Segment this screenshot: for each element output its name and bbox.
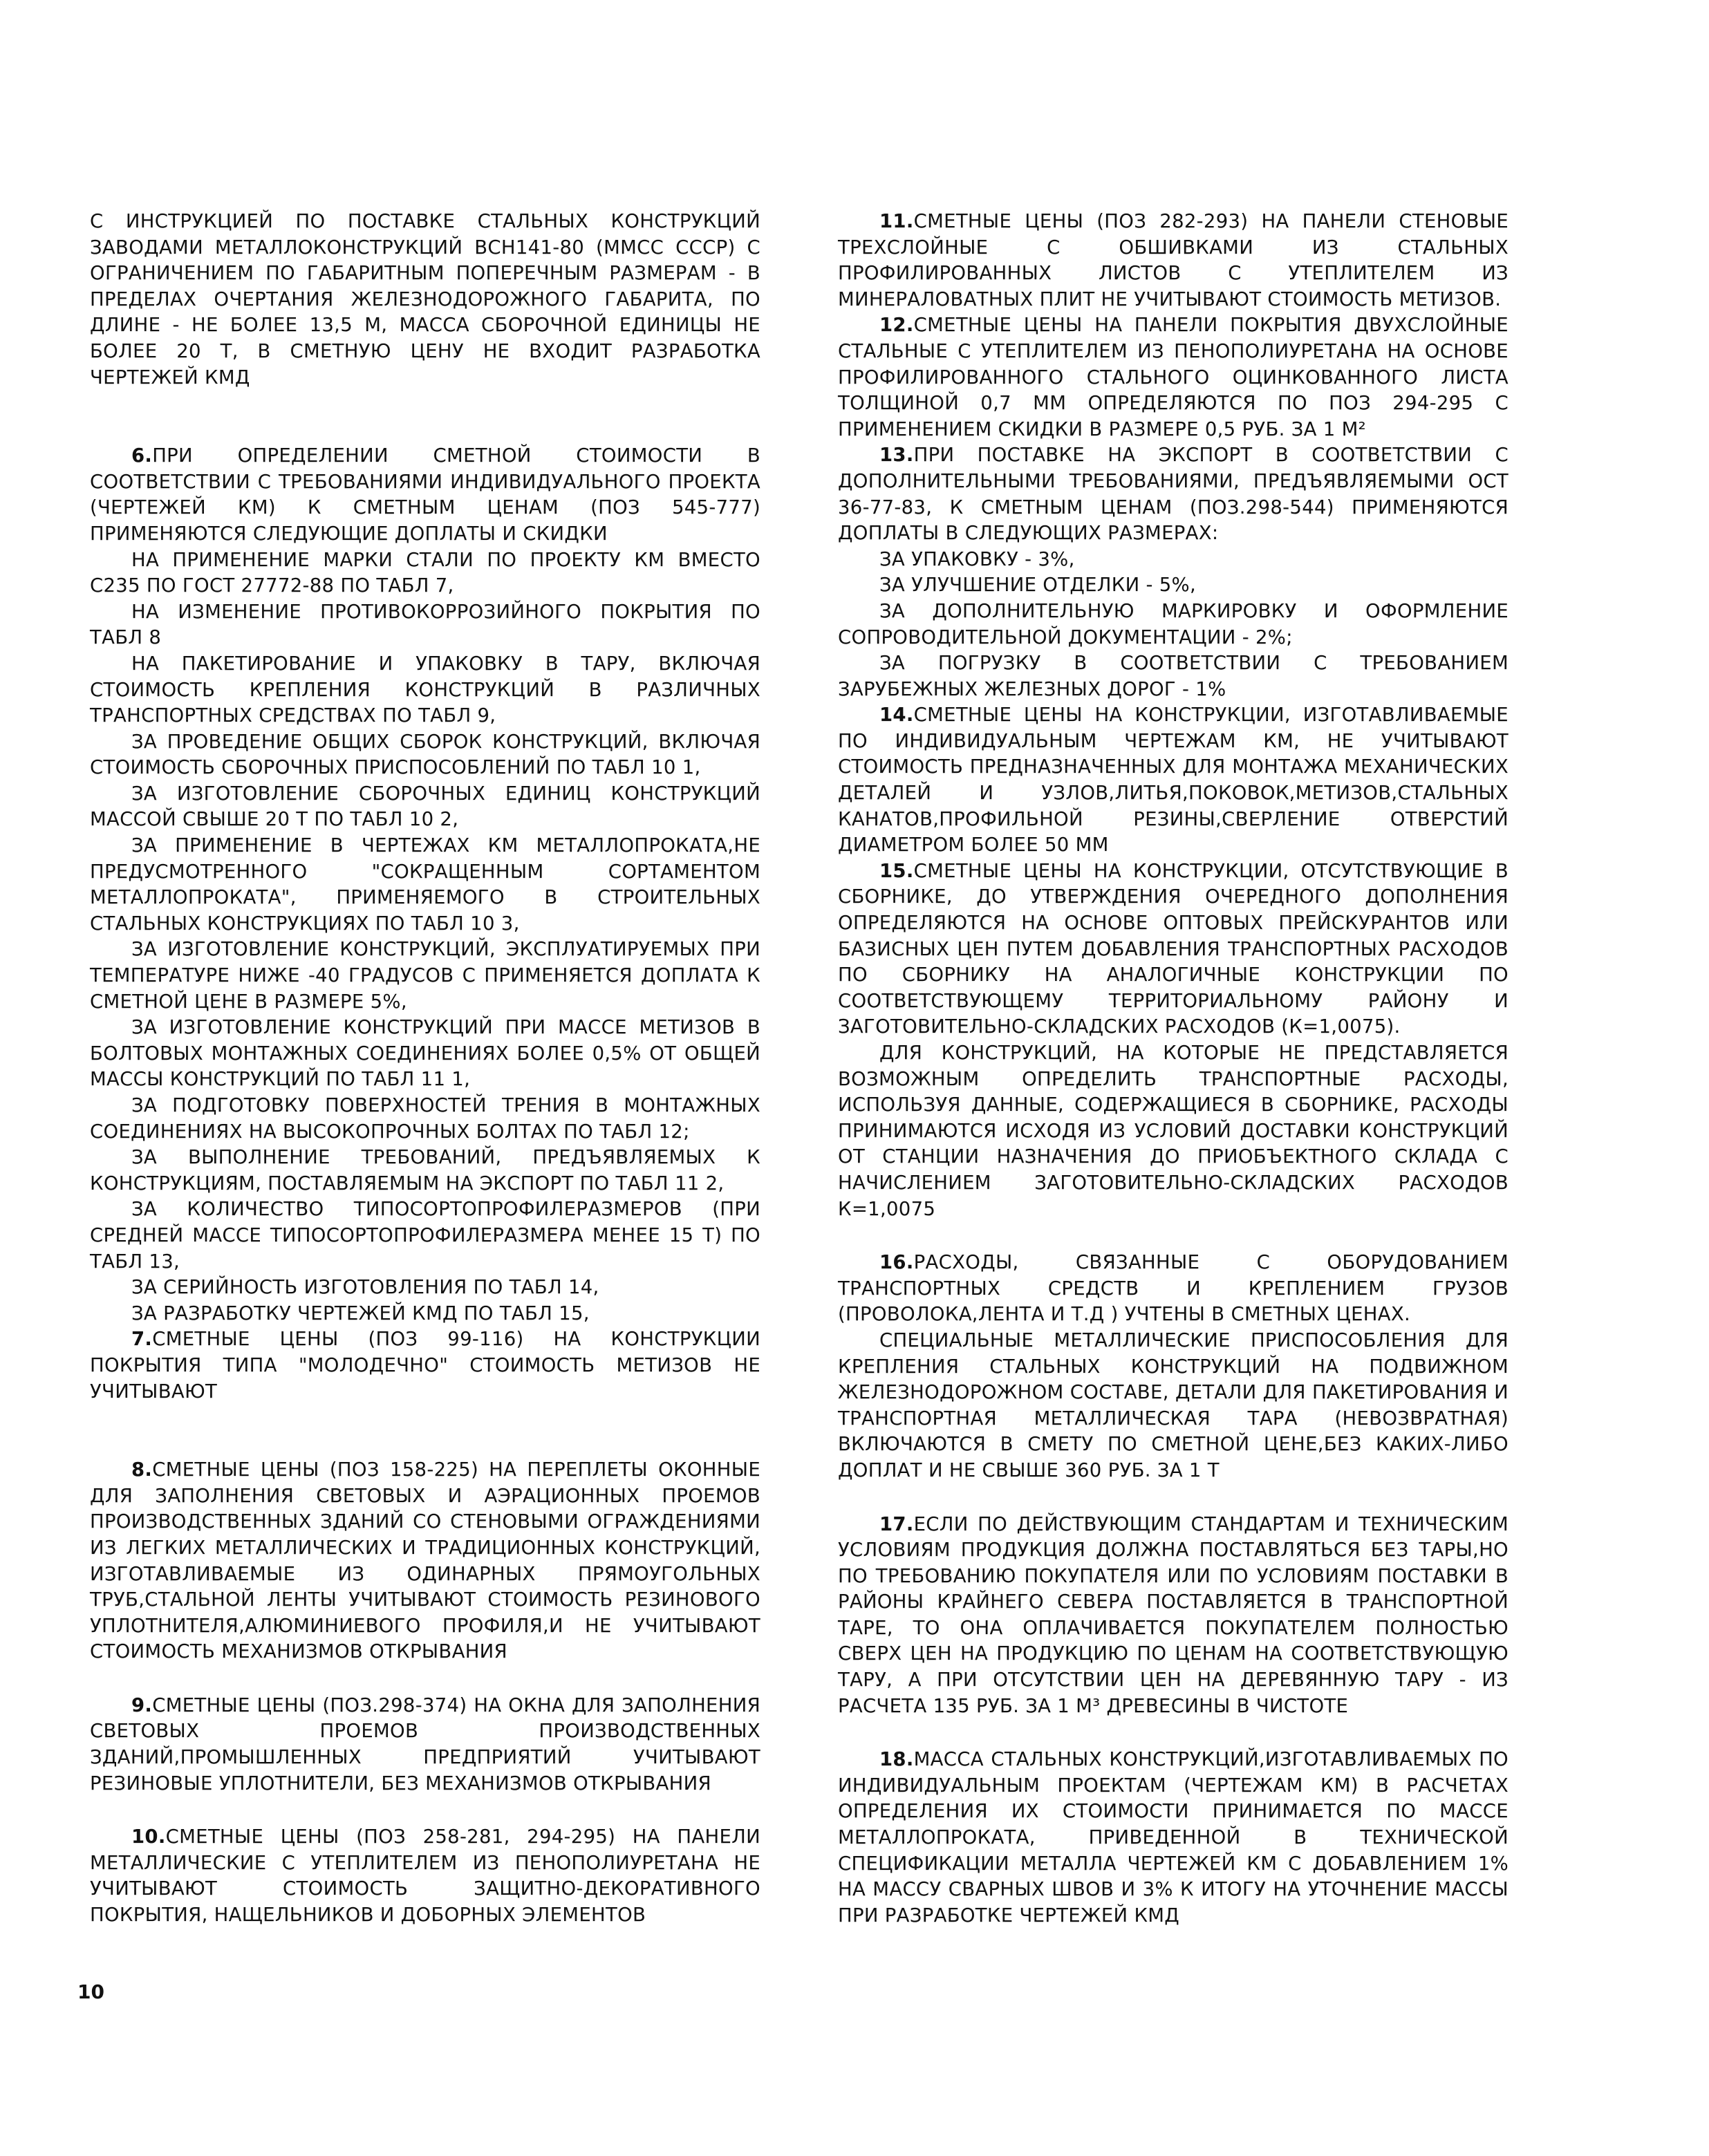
paragraph: ЗА ДОПОЛНИТЕЛЬНУЮ МАРКИРОВКУ И ОФОРМЛЕНИЕ СОПРОВОДИТЕЛЬНОЙ ДОКУМЕНТАЦИИ - 2%; (838, 599, 1509, 648)
item-number: 14. (879, 704, 914, 727)
item-number: 10. (131, 1826, 166, 1848)
paragraph-text: СМЕТНЫЕ ЦЕНЫ (ПОЗ 99-116) НА КОНСТРУКЦИИ ПОКРЫТИЯ ТИПА "МОЛОДЕЧНО" СТОИМОСТЬ МЕТИЗОВ НЕ УЧИТЫВАЮТ (90, 1328, 760, 1403)
item-number: 15. (879, 859, 914, 882)
paragraph: С ИНСТРУКЦИЕЙ ПО ПОСТАВКЕ СТАЛЬНЫХ КОНСТРУКЦИЙ ЗАВОДАМИ МЕТАЛЛОКОНСТРУКЦИЙ ВСН141-80 (ММСС СССР) С ОГРАНИЧЕНИЕМ ПО ГАБАРИТНЫМ ПОПЕРЕЧНЫМ РАЗМЕРАМ - В ПРЕДЕЛАХ ОЧЕРТАНИЯ ЖЕЛЕЗНОДОРОЖНОГО ГАБАРИТА, ПО ДЛИНЕ - НЕ БОЛЕЕ 13,5 М, МАССА СБОРОЧНОЙ ЕДИНИЦЫ НЕ БОЛЕЕ 20 Т, В СМЕТНУЮ ЦЕНУ НЕ ВХОДИТ РАЗРАБОТКА ЧЕРТЕЖЕЙ КМД (90, 210, 760, 388)
paragraph-10 (90, 1824, 760, 1928)
item-number: 7. (131, 1328, 153, 1351)
paragraph: ЗА КОЛИЧЕСТВО ТИПОСОРТОПРОФИЛЕРАЗМЕРОВ (ПРИ СРЕДНЕЙ МАССЕ ТИПОСОРТОПРОФИЛЕРАЗМЕРА МЕНЕЕ 15 Т) ПО ТАБЛ 13, (90, 1198, 760, 1273)
paragraph: ЗА УПАКОВКУ - 3%, (879, 547, 1075, 570)
paragraph-14 (838, 702, 1509, 859)
paragraph-7 (90, 1327, 760, 1405)
paragraph: ЗА ВЫПОЛНЕНИЕ ТРЕБОВАНИЙ, ПРЕДЪЯВЛЯЕМЫХ К КОНСТРУКЦИЯМ, ПОСТАВЛЯЕМЫМ НА ЭКСПОРТ ПО ТАБЛ 11 2, (90, 1146, 760, 1194)
page-number: 10 (77, 1980, 104, 2003)
paragraph-9 (90, 1693, 760, 1797)
paragraph: СПЕЦИАЛЬНЫЕ МЕТАЛЛИЧЕСКИЕ ПРИСПОСОБЛЕНИЯ ДЛЯ КРЕПЛЕНИЯ СТАЛЬНЫХ КОНСТРУКЦИЙ НА ПОДВИЖНОМ ЖЕЛЕЗНОДОРОЖНОМ СОСТАВЕ, ДЕТАЛИ ДЛЯ ПАКЕТИРОВАНИЯ И ТРАНСПОРТНАЯ МЕТАЛЛИЧЕСКАЯ ТАРА (НЕВОЗВРАТНАЯ) ВКЛЮЧАЮТСЯ В СМЕТУ ПО СМЕТНОЙ ЦЕНЕ,БЕЗ КАКИХ-ЛИБО ДОПЛАТ И НЕ СВЫШЕ 360 РУБ. ЗА 1 Т (838, 1329, 1509, 1481)
paragraph-text: СМЕТНЫЕ ЦЕНЫ (ПОЗ 158-225) НА ПЕРЕПЛЕТЫ ОКОННЫЕ ДЛЯ ЗАПОЛНЕНИЯ СВЕТОВЫХ И АЭРАЦИОННЫХ ПРОЕМОВ ПРОИЗВОДСТВЕННЫХ ЗДАНИЙ СО СТЕНОВЫМИ ОГРАЖДЕНИЯМИ ИЗ ЛЕГКИХ МЕТАЛЛИЧЕСКИХ И ТРАДИЦИОННЫХ КОНСТРУКЦИЙ, ИЗГОТАВЛИВАЕМЫЕ ИЗ ОДИНАРНЫХ ПРЯМОУГОЛЬНЫХ ТРУБ,СТАЛЬНОЙ ЛЕНТЫ УЧИТЫВАЮТ СТОИМОСТЬ РЕЗИНОВОГО УПЛОТНИТЕЛЯ,АЛЮМИНИЕВОГО ПРОФИЛЯ,И НЕ УЧИТЫВАЮТ СТОИМОСТЬ МЕХАНИЗМОВ ОТКРЫВАНИЯ (90, 1459, 760, 1663)
item-number: 12. (879, 314, 914, 337)
item-number: 9. (131, 1694, 153, 1716)
paragraph: НА ИЗМЕНЕНИЕ ПРОТИВОКОРРОЗИЙНОГО ПОКРЫТИЯ ПО ТАБЛ 8 (90, 600, 760, 649)
paragraph: ЗА РАЗРАБОТКУ ЧЕРТЕЖЕЙ КМД ПО ТАБЛ 15, (131, 1302, 590, 1324)
paragraph-text: ПРИ ПОСТАВКЕ НА ЭКСПОРТ В СООТВЕТСТВИИ С ДОПОЛНИТЕЛЬНЫМИ ТРЕБОВАНИЯМИ, ПРЕДЪЯВЛЯЕМЫМИ ОСТ 36-77-83, К СМЕТНЫМ ЦЕНАМ (ПОЗ.298-544) ПРИМЕНЯЮТСЯ ДОПЛАТЫ В СЛЕДУЮЩИХ РАЗМЕРАХ: (838, 444, 1509, 545)
paragraph-text: СМЕТНЫЕ ЦЕНЫ (ПОЗ 282-293) НА ПАНЕЛИ СТЕНОВЫЕ ТРЕХСЛОЙНЫЕ С ОБШИВКАМИ ИЗ СТАЛЬНЫХ ПРОФИЛИРОВАННЫХ ЛИСТОВ С УТЕПЛИТЕЛЕМ ИЗ МИНЕРАЛОВАТНЫХ ПЛИТ НЕ УЧИТЫВАЮТ СТОИМОСТЬ МЕТИЗОВ. (838, 210, 1509, 310)
paragraph-8 (90, 1457, 760, 1665)
item-number: 11. (879, 210, 914, 232)
paragraph-13 (838, 442, 1509, 546)
item-number: 17. (879, 1512, 914, 1535)
paragraph-17 (838, 1512, 1509, 1720)
item-number: 18. (879, 1748, 914, 1771)
paragraph: ЗА ПОДГОТОВКУ ПОВЕРХНОСТЕЙ ТРЕНИЯ В МОНТАЖНЫХ СОЕДИНЕНИЯХ НА ВЫСОКОПРОЧНЫХ БОЛТАХ ПО ТАБЛ 12; (90, 1094, 760, 1143)
paragraph-16 (838, 1250, 1509, 1328)
paragraph-text: СМЕТНЫЕ ЦЕНЫ НА КОНСТРУКЦИИ, ОТСУТСТВУЮЩИЕ В СБОРНИКЕ, ДО УТВЕРЖДЕНИЯ ОЧЕРЕДНОГО ДОПОЛНЕНИЯ ОПРЕДЕЛЯЮТСЯ НА ОСНОВЕ ОПТОВЫХ ПРЕЙСКУРАНТОВ ИЛИ БАЗИСНЫХ ЦЕН ПУТЕМ ДОБАВЛЕНИЯ ТРАНСПОРТНЫХ РАСХОДОВ ПО СБОРНИКУ НА АНАЛОГИЧНЫЕ КОНСТРУКЦИИ ПО СООТВЕТСТВУЮЩЕМУ ТЕРРИТОРИАЛЬНОМУ РАЙОНУ И ЗАГОТОВИТЕЛЬНО-СКЛАДСКИХ РАСХОДОВ (К=1,0075). (838, 859, 1509, 1038)
paragraph-12 (838, 312, 1509, 442)
paragraph-text: РАСХОДЫ, СВЯЗАННЫЕ С ОБОРУДОВАНИЕМ ТРАНСПОРТНЫХ СРЕДСТВ И КРЕПЛЕНИЕМ ГРУЗОВ (ПРОВОЛОКА,ЛЕНТА И Т.Д ) УЧТЕНЫ В СМЕТНЫХ ЦЕНАХ. (838, 1251, 1509, 1326)
item-number: 8. (131, 1459, 153, 1481)
paragraph-text: МАССА СТАЛЬНЫХ КОНСТРУКЦИЙ,ИЗГОТАВЛИВАЕМЫХ ПО ИНДИВИДУАЛЬНЫМ ПРОЕКТАМ (ЧЕРТЕЖАМ КМ) В РАСЧЕТАХ ОПРЕДЕЛЕНИЯ ИХ СТОИМОСТИ ПРИНИМАЕТСЯ ПО МАССЕ МЕТАЛЛОПРОКАТА, ПРИВЕДЕННОЙ В ТЕХНИЧЕСКОЙ СПЕЦИФИКАЦИИ МЕТАЛЛА ЧЕРТЕЖЕЙ КМ С ДОБАВЛЕНИЕМ 1% НА МАССУ СВАРНЫХ ШВОВ И 3% К ИТОГУ НА УТОЧНЕНИЕ МАССЫ ПРИ РАЗРАБОТКЕ ЧЕРТЕЖЕЙ КМД (838, 1748, 1509, 1927)
item-number: 13. (879, 444, 914, 467)
paragraph-text: ПРИ ОПРЕДЕЛЕНИИ СМЕТНОЙ СТОИМОСТИ В СООТВЕТСТВИИ С ТРЕБОВАНИЯМИ ИНДИВИДУАЛЬНОГО ПРОЕКТА (ЧЕРТЕЖЕЙ КМ) К СМЕТНЫМ ЦЕНАМ (ПОЗ 545-777) ПРИМЕНЯЮТСЯ СЛЕДУЮЩИЕ ДОПЛАТЫ И СКИДКИ (90, 444, 760, 545)
item-number: 16. (879, 1251, 914, 1274)
paragraph: НА ПАКЕТИРОВАНИЕ И УПАКОВКУ В ТАРУ, ВКЛЮЧАЯ СТОИМОСТЬ КРЕПЛЕНИЯ КОНСТРУКЦИЙ В РАЗЛИЧНЫХ ТРАНСПОРТНЫХ СРЕДСТВАХ ПО ТАБЛ 9, (90, 652, 760, 727)
paragraph-text: СМЕТНЫЕ ЦЕНЫ НА КОНСТРУКЦИИ, ИЗГОТАВЛИВАЕМЫЕ ПО ИНДИВИДУАЛЬНЫМ ЧЕРТЕЖАМ КМ, НЕ УЧИТЫВАЮТ СТОИМОСТЬ ПРЕДНАЗНАЧЕННЫХ ДЛЯ МОНТАЖА МЕХАНИЧЕСКИХ ДЕТАЛЕЙ И УЗЛОВ,ЛИТЬЯ,ПОКОВОК,МЕТИЗОВ,СТАЛЬНЫХ КАНАТОВ,ПРОФИЛЬНОЙ РЕЗИНЫ,СВЕРЛЕНИЕ ОТВЕРСТИЙ ДИАМЕТРОМ БОЛЕЕ 50 ММ (838, 704, 1509, 856)
paragraph-11 (838, 209, 1509, 312)
paragraph: ДЛЯ КОНСТРУКЦИЙ, НА КОТОРЫЕ НЕ ПРЕДСТАВЛЯЕТСЯ ВОЗМОЖНЫМ ОПРЕДЕЛИТЬ ТРАНСПОРТНЫЕ РАСХОДЫ, ИСПОЛЬЗУЯ ДАННЫЕ, СОДЕРЖАЩИЕСЯ В СБОРНИКЕ, РАСХОДЫ ПРИНИМАЮТСЯ ИСХОДЯ ИЗ УСЛОВИЙ ДОСТАВКИ КОНСТРУКЦИЙ ОТ СТАНЦИИ НАЗНАЧЕНИЯ ДО ПРИОБЪЕКТНОГО СКЛАДА С НАЧИСЛЕНИЕМ ЗАГОТОВИТЕЛЬНО-СКЛАДСКИХ РАСХОДОВ К=1,0075 (838, 1042, 1509, 1220)
paragraph: ЗА ИЗГОТОВЛЕНИЕ КОНСТРУКЦИЙ, ЭКСПЛУАТИРУЕМЫХ ПРИ ТЕМПЕРАТУРЕ НИЖЕ -40 ГРАДУСОВ С ПРИМЕНЯЕТСЯ ДОПЛАТА К СМЕТНОЙ ЦЕНЕ В РАЗМЕРЕ 5%, (90, 938, 760, 1013)
paragraph: ЗА ПОГРУЗКУ В СООТВЕТСТВИИ С ТРЕБОВАНИЕМ ЗАРУБЕЖНЫХ ЖЕЛЕЗНЫХ ДОРОГ - 1% (838, 652, 1509, 700)
paragraph: ЗА УЛУЧШЕНИЕ ОТДЕЛКИ - 5%, (879, 574, 1197, 597)
right-column (838, 209, 1509, 1929)
paragraph-text: СМЕТНЫЕ ЦЕНЫ (ПОЗ.298-374) НА ОКНА ДЛЯ ЗАПОЛНЕНИЯ СВЕТОВЫХ ПРОЕМОВ ПРОИЗВОДСТВЕННЫХ ЗДАНИЙ,ПРОМЫШЛЕННЫХ ПРЕДПРИЯТИЙ УЧИТЫВАЮТ РЕЗИНОВЫЕ УПЛОТНИТЕЛИ, БЕЗ МЕХАНИЗМОВ ОТКРЫВАНИЯ (90, 1694, 760, 1794)
paragraph: ЗА ИЗГОТОВЛЕНИЕ СБОРОЧНЫХ ЕДИНИЦ КОНСТРУКЦИЙ МАССОЙ СВЫШЕ 20 Т ПО ТАБЛ 10 2, (90, 782, 760, 831)
paragraph: ЗА ПРОВЕДЕНИЕ ОБЩИХ СБОРОК КОНСТРУКЦИЙ, ВКЛЮЧАЯ СТОИМОСТЬ СБОРОЧНЫХ ПРИСПОСОБЛЕНИЙ ПО ТАБЛ 10 1, (90, 730, 760, 779)
paragraph-text: ЕСЛИ ПО ДЕЙСТВУЮЩИМ СТАНДАРТАМ И ТЕХНИЧЕСКИМ УСЛОВИЯМ ПРОДУКЦИЯ ДОЛЖНА ПОСТАВЛЯТЬСЯ БЕЗ ТАРЫ,НО ПО ТРЕБОВАНИЮ ПОКУПАТЕЛЯ ИЛИ ПО УСЛОВИЯМ ПОСТАВКИ В РАЙОНЫ КРАЙНЕГО СЕВЕРА ПОСТАВЛЯЕТСЯ В ТРАНСПОРТНОЙ ТАРЕ, ТО ОНА ОПЛАЧИВАЕТСЯ ПОКУПАТЕЛЕМ ПОЛНОСТЬЮ СВЕРХ ЦЕН НА ПРОДУКЦИЮ ПО ЦЕНАМ НА СООТВЕТСТВУЮЩУЮ ТАРУ, А ПРИ ОТСУТСТВИИ ЦЕН НА ДЕРЕВЯННУЮ ТАРУ - ИЗ РАСЧЕТА 135 РУБ. ЗА 1 М³ ДРЕВЕСИНЫ В ЧИСТОТЕ (838, 1512, 1509, 1717)
paragraph-text: СМЕТНЫЕ ЦЕНЫ (ПОЗ 258-281, 294-295) НА ПАНЕЛИ МЕТАЛЛИЧЕСКИЕ С УТЕПЛИТЕЛЕМ ИЗ ПЕНОПОЛИУРЕТАНА НЕ УЧИТЫВАЮТ СТОИМОСТЬ ЗАЩИТНО-ДЕКОРАТИВНОГО ПОКРЫТИЯ, НАЩЕЛЬНИКОВ И ДОБОРНЫХ ЭЛЕМЕНТОВ (90, 1826, 760, 1927)
item-number: 6. (131, 444, 153, 467)
paragraph-text: СМЕТНЫЕ ЦЕНЫ НА ПАНЕЛИ ПОКРЫТИЯ ДВУХСЛОЙНЫЕ СТАЛЬНЫЕ С УТЕПЛИТЕЛЕМ ИЗ ПЕНОПОЛИУРЕТАНА НА ОСНОВЕ ПРОФИЛИРОВАННОГО СТАЛЬНОГО ОЦИНКОВАННОГО ЛИСТА ТОЛЩИНОЙ 0,7 ММ ОПРЕДЕЛЯЮТСЯ ПО ПОЗ 294-295 С ПРИМЕНЕНИЕМ СКИДКИ В РАЗМЕРЕ 0,5 РУБ. ЗА 1 М² (838, 314, 1509, 440)
paragraph: НА ПРИМЕНЕНИЕ МАРКИ СТАЛИ ПО ПРОЕКТУ КМ ВМЕСТО С235 ПО ГОСТ 27772-88 ПО ТАБЛ 7, (90, 548, 760, 597)
paragraph-18 (838, 1747, 1509, 1929)
paragraph-15 (838, 859, 1509, 1040)
paragraph: ЗА СЕРИЙНОСТЬ ИЗГОТОВЛЕНИЯ ПО ТАБЛ 14, (131, 1276, 599, 1299)
paragraph: ЗА ПРИМЕНЕНИЕ В ЧЕРТЕЖАХ КМ МЕТАЛЛОПРОКАТА,НЕ ПРЕДУСМОТРЕННОГО "СОКРАЩЕННЫМ СОРТАМЕНТОМ МЕТАЛЛОПРОКАТА", ПРИМЕНЯЕМОГО В СТРОИТЕЛЬНЫХ СТАЛЬНЫХ КОНСТРУКЦИЯХ ПО ТАБЛ 10 3, (90, 834, 760, 935)
paragraph-6 (90, 443, 760, 547)
paragraph: ЗА ИЗГОТОВЛЕНИЕ КОНСТРУКЦИЙ ПРИ МАССЕ МЕТИЗОВ В БОЛТОВЫХ МОНТАЖНЫХ СОЕДИНЕНИЯХ БОЛЕЕ 0,5% ОТ ОБЩЕЙ МАССЫ КОНСТРУКЦИЙ ПО ТАБЛ 11 1, (90, 1016, 760, 1091)
left-column (90, 209, 760, 1929)
